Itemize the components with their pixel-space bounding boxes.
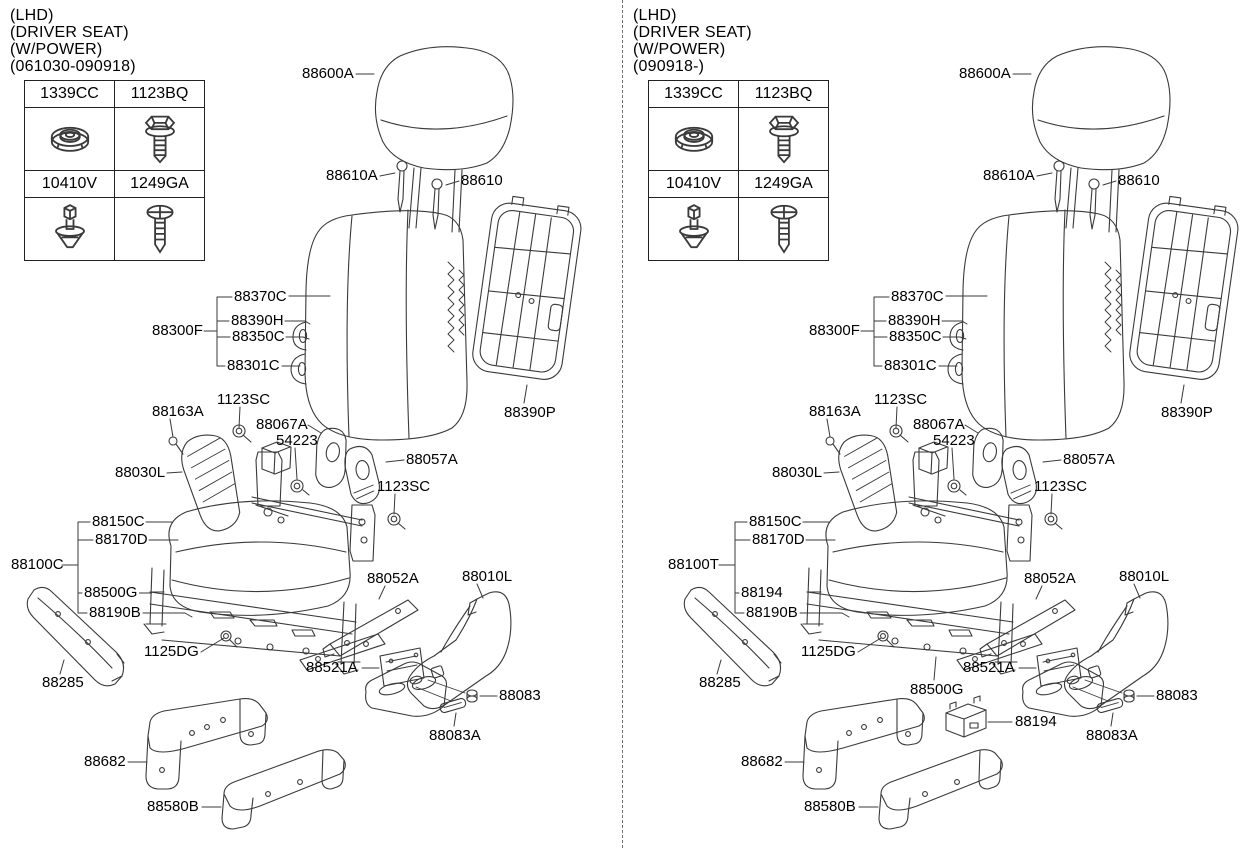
- part-label-88390H: 88390H: [888, 312, 941, 329]
- part-label-88300F: 88300F: [809, 322, 860, 339]
- fastener-code: 10410V: [25, 171, 115, 198]
- part-label-88610A: 88610A: [983, 167, 1035, 184]
- push-clip-icon: [25, 198, 115, 261]
- part-label-88600A: 88600A: [302, 65, 354, 82]
- part-label-88057A: 88057A: [1063, 451, 1115, 468]
- part-label-1123SC: 1123SC: [377, 478, 431, 495]
- part-label-54223: 54223: [276, 432, 318, 449]
- part-label-88057A: 88057A: [406, 451, 458, 468]
- part-label-88390P: 88390P: [504, 404, 556, 421]
- part-label-88370C: 88370C: [234, 288, 287, 305]
- hex-bolt-icon: [115, 108, 205, 171]
- part-label-88682: 88682: [84, 753, 126, 770]
- header-line: (LHD): [10, 7, 54, 24]
- part-label-88285: 88285: [699, 674, 741, 691]
- fastener-code: 1249GA: [115, 171, 205, 198]
- part-label-88010L: 88010L: [1119, 568, 1170, 585]
- header-line: (DRIVER SEAT): [633, 24, 752, 41]
- fastener-code: 10410V: [649, 171, 739, 198]
- part-label-88301C: 88301C: [227, 357, 280, 374]
- header-line: (DRIVER SEAT): [10, 24, 129, 41]
- part-label-88610: 88610: [1118, 172, 1160, 189]
- part-label-54223: 54223: [933, 432, 975, 449]
- header-line: (061030-090918): [10, 58, 136, 75]
- header-line: (090918-): [633, 58, 705, 75]
- panel-variant-090918-on: [620, 0, 1240, 848]
- part-label-88067A: 88067A: [256, 416, 308, 433]
- part-label-88580B: 88580B: [147, 798, 199, 815]
- part-label-88163A: 88163A: [809, 403, 861, 420]
- part-label-88100T: 88100T: [668, 556, 719, 573]
- flange-nut-icon: [25, 108, 115, 171]
- header-line: (W/POWER): [10, 41, 103, 58]
- part-label-88052A: 88052A: [1024, 570, 1076, 587]
- part-label-88350C: 88350C: [889, 328, 942, 345]
- panel-divider-dashed-line: [622, 0, 623, 848]
- part-label-88194: 88194: [741, 584, 783, 601]
- part-label-88610A: 88610A: [326, 167, 378, 184]
- ecu-module-drawing: [934, 657, 1012, 737]
- fastener-code: 1123BQ: [739, 81, 829, 108]
- part-label-88052A: 88052A: [367, 570, 419, 587]
- part-label-1123SC: 1123SC: [1034, 478, 1088, 495]
- part-label-88170D: 88170D: [752, 531, 805, 548]
- part-label-88150C: 88150C: [92, 513, 145, 530]
- part-label-88083A: 88083A: [1086, 727, 1138, 744]
- part-label-88170D: 88170D: [95, 531, 148, 548]
- part-label-88521A: 88521A: [306, 659, 358, 676]
- fastener-table: [648, 80, 829, 261]
- part-label-88194: 88194: [1015, 713, 1057, 730]
- panel-header: [633, 7, 752, 75]
- part-label-88030L: 88030L: [115, 464, 166, 481]
- part-label-88390H: 88390H: [231, 312, 284, 329]
- part-label-88190B: 88190B: [746, 604, 798, 621]
- part-label-88150C: 88150C: [749, 513, 802, 530]
- part-label-88500G: 88500G: [910, 681, 964, 698]
- fastener-code: 1339CC: [25, 81, 115, 108]
- part-label-88500G: 88500G: [84, 584, 138, 601]
- fastener-code: 1123BQ: [115, 81, 205, 108]
- flange-nut-icon: [649, 108, 739, 171]
- part-label-88163A: 88163A: [152, 403, 204, 420]
- part-label-88300F: 88300F: [152, 322, 203, 339]
- part-label-88100C: 88100C: [11, 556, 64, 573]
- fastener-table: [24, 80, 205, 261]
- part-label-88067A: 88067A: [913, 416, 965, 433]
- part-label-1123SC: 1123SC: [217, 391, 271, 408]
- part-label-88083: 88083: [499, 687, 541, 704]
- part-label-1123SC: 1123SC: [874, 391, 928, 408]
- part-label-1125DG: 1125DG: [801, 643, 856, 660]
- part-label-88580B: 88580B: [804, 798, 856, 815]
- part-label-88682: 88682: [741, 753, 783, 770]
- part-label-88600A: 88600A: [959, 65, 1011, 82]
- header-line: (W/POWER): [633, 41, 726, 58]
- fastener-code: 1339CC: [649, 81, 739, 108]
- part-label-88390P: 88390P: [1161, 404, 1213, 421]
- part-label-88083: 88083: [1156, 687, 1198, 704]
- part-label-88190B: 88190B: [89, 604, 141, 621]
- part-label-88521A: 88521A: [963, 659, 1015, 676]
- panel-header: [10, 7, 136, 75]
- part-label-88010L: 88010L: [462, 568, 513, 585]
- part-label-1125DG: 1125DG: [144, 643, 199, 660]
- tapping-screw-icon: [739, 198, 829, 261]
- push-clip-icon: [649, 198, 739, 261]
- tapping-screw-icon: [115, 198, 205, 261]
- part-label-88030L: 88030L: [772, 464, 823, 481]
- fastener-code: 1249GA: [739, 171, 829, 198]
- hex-bolt-icon: [739, 108, 829, 171]
- part-label-88285: 88285: [42, 674, 84, 691]
- part-label-88350C: 88350C: [232, 328, 285, 345]
- part-label-88083A: 88083A: [429, 727, 481, 744]
- part-label-88370C: 88370C: [891, 288, 944, 305]
- part-label-88301C: 88301C: [884, 357, 937, 374]
- part-label-88610: 88610: [461, 172, 503, 189]
- header-line: (LHD): [633, 7, 677, 24]
